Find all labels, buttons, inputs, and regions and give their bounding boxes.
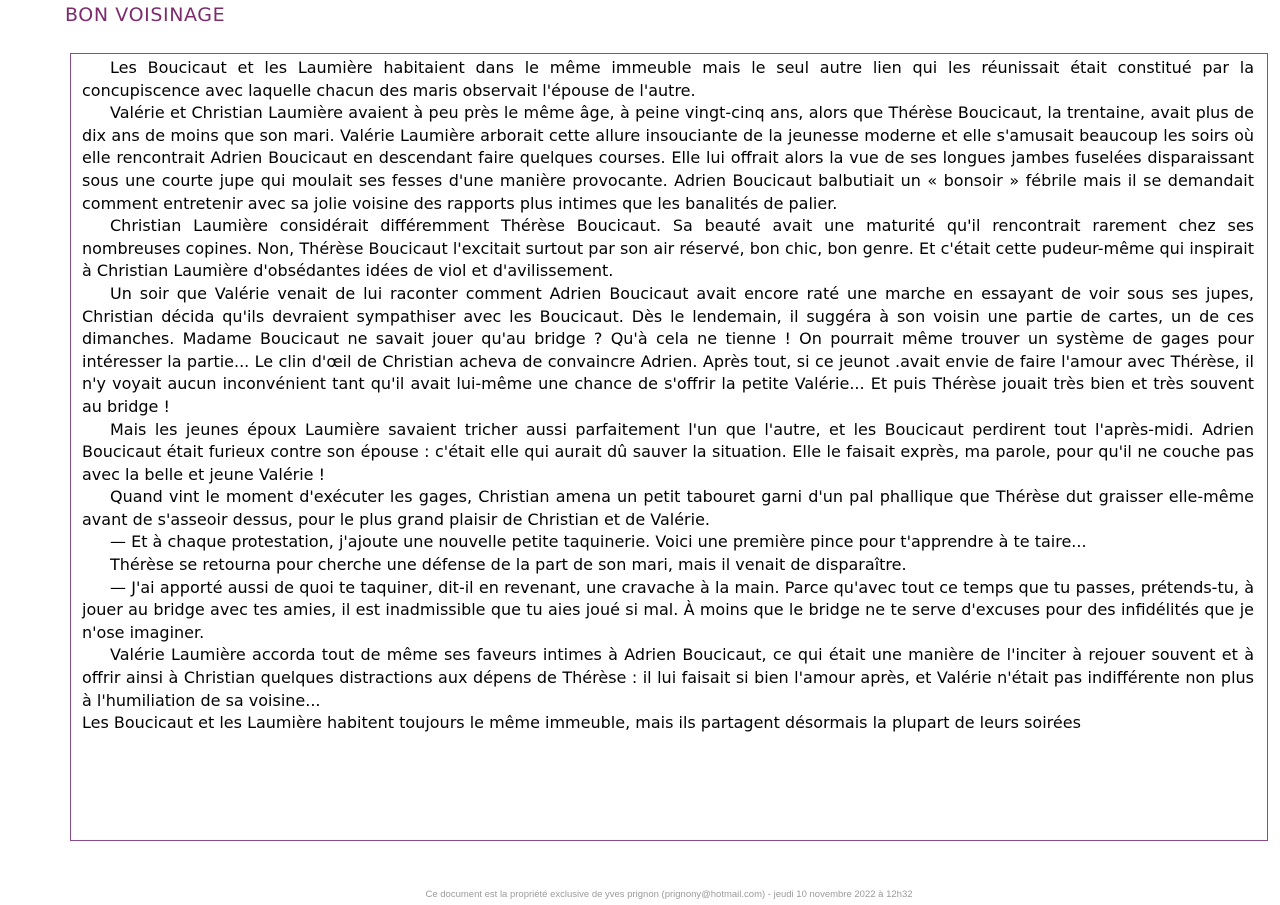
paragraph: Christian Laumière considérait différemment Thérèse Boucicaut. Sa beauté avait une maturité qu'il rencontrait rarement chez ses nombreuses copines. Non, Thérèse Boucicaut l'excitait surtout par son air réservé, bon chic, bon genre. Et c'était cette pudeur-même qui inspirait à Christian Laumière d'obsédantes idées de viol et d'avilissement. — [82, 216, 1254, 281]
story-paragraphs — [82, 57, 1254, 735]
paragraph: Quand vint le moment d'exécuter les gages, Christian amena un petit tabouret garni d'un pal phallique que Thérèse dut graisser elle-même avant de s'asseoir dessus, pour le plus grand plaisir de Christian et de Valérie. — [82, 487, 1254, 529]
paragraph: Les Boucicaut et les Laumière habitent toujours le même immeuble, mais ils partagent désormais la plupart de leurs soirées — [82, 713, 1081, 733]
paragraph: Les Boucicaut et les Laumière habitaient dans le même immeuble mais le seul autre lien qui les réunissait était constitué par la concupiscence avec laquelle chacun des maris observait l'épouse de l'autre. — [82, 58, 1254, 100]
ownership-footer: Ce document est la propriété exclusive de yves prignon (prignony@hotmail.com) - jeudi 10 novembre 2022 à 12h32 — [425, 889, 913, 900]
paragraph: Mais les jeunes époux Laumière savaient tricher aussi parfaitement l'un que l'autre, et les Boucicaut perdirent tout l'après-midi. Adrien Boucicaut était furieux contre son épouse : c'était elle qui aurait dû sauver la situation. Elle le faisait exprès, ma parole, pour qu'il ne couche pas avec la belle et jeune Valérie ! — [82, 419, 1254, 484]
paragraph: — Et à chaque protestation, j'ajoute une nouvelle petite taquinerie. Voici une première pince pour t'apprendre à te taire... — [110, 532, 1087, 552]
paragraph: Thérèse se retourna pour cherche une défense de la part de son mari, mais il venait de disparaître. — [110, 555, 907, 575]
paragraph: Valérie et Christian Laumière avaient à peu près le même âge, à peine vingt-cinq ans, alors que Thérèse Boucicaut, la trentaine, avait plus de dix ans de moins que son mari. Valérie Laumière arborait cette allure insouciante de la jeunesse moderne et elle s'amusait beaucoup les soirs où elle rencontrait Adrien Boucicaut en descendant faire quelques courses. Elle lui offrait alors la vue de ses longues jambes fuselées disparaissant sous une courte jupe qui moulait ses fesses d'une manière provocante. Adrien Boucicaut balbutiait un « bonsoir » fébrile mais il se demandait comment entretenir avec sa jolie voisine des rapports plus intimes que les banalités de palier. — [82, 103, 1254, 213]
paragraph: — J'ai apporté aussi de quoi te taquiner, dit-il en revenant, une cravache à la main. Parce qu'avec tout ce temps que tu passes, prétends-tu, à jouer au bridge avec tes amies, il est inadmissible que tu aies joué si mal. À moins que le bridge ne te serve d'excuses pour des infidélités que je n'ose imaginer. — [82, 577, 1254, 642]
paragraph: Un soir que Valérie venait de lui raconter comment Adrien Boucicaut avait encore raté une marche en essayant de voir sous ses jupes, Christian décida qu'ils devraient sympathiser avec les Boucicaut. Dès le lendemain, il suggéra à son voisin une partie de cartes, un de ces dimanches. Madame Boucicaut ne savait jouer qu'au bridge ? Qu'à cela ne tienne ! On pourrait même trouver un système de gages pour intéresser la partie... Le clin d'œil de Christian acheva de convaincre Adrien. Après tout, si ce jeunot .avait envie de faire l'amour avec Thérèse, il n'y voyait aucun inconvénient tant qu'il avait lui-même une chance de s'offrir la petite Valérie... Et puis Thérèse jouait très bien et très souvent au bridge ! — [82, 283, 1254, 416]
story-text-box — [70, 53, 1268, 841]
paragraph: Valérie Laumière accorda tout de même ses faveurs intimes à Adrien Boucicaut, ce qui était une manière de l'inciter à rejouer souvent et à offrir ainsi à Christian quelques distractions aux dépens de Thérèse : il lui faisait si bien l'amour après, et Valérie n'était pas indifférente non plus à l'humiliation de sa voisine... — [82, 645, 1254, 710]
page-title: BON VOISINAGE — [65, 4, 226, 26]
